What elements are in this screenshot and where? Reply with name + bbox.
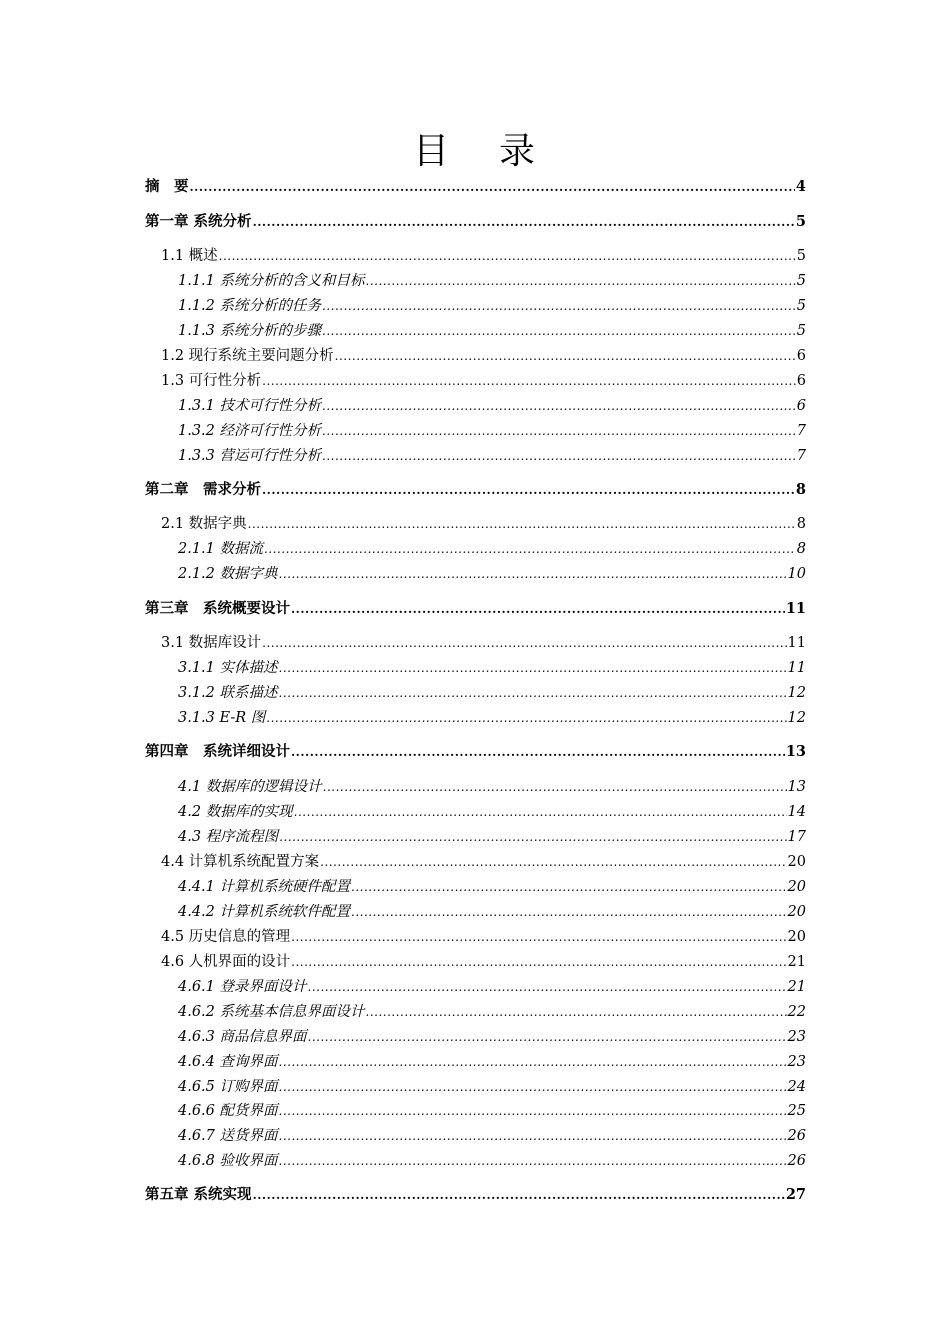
- toc-entry-page-number: 5: [796, 248, 806, 264]
- toc-entry-page-number: 20: [787, 879, 806, 895]
- toc-entry-page-number: 23: [787, 1029, 806, 1045]
- toc-entry-label: 4.4 计算机系统配置方案: [161, 854, 320, 870]
- toc-entry[interactable]: [178, 1026, 806, 1048]
- toc-entry-label: 4.4.1 计算机系统硬件配置: [178, 879, 351, 895]
- toc-dot-leader: [279, 1150, 787, 1172]
- toc-entry-label: 3.1.2 联系描述: [178, 685, 278, 701]
- toc-entry[interactable]: [178, 1001, 806, 1023]
- toc-entry-label: 第一章 系统分析: [145, 213, 252, 230]
- toc-entry[interactable]: [178, 1150, 806, 1172]
- toc-entry-label: 1.1.3 系统分析的步骤: [178, 323, 322, 339]
- toc-entry[interactable]: [161, 245, 806, 267]
- toc-entry-label: 3.1.3 E-R 图: [178, 710, 266, 726]
- toc-entry[interactable]: [178, 1125, 806, 1147]
- toc-dot-leader: [351, 901, 787, 923]
- toc-entry-page-number: 11: [787, 635, 806, 651]
- toc-entry-label: 2.1.2 数据字典: [178, 566, 278, 582]
- title-char-1: 目: [412, 131, 451, 172]
- toc-dot-leader: [322, 395, 796, 417]
- toc-entry-page-number: 21: [787, 954, 806, 970]
- toc-dot-leader: [248, 513, 796, 535]
- toc-entry-label: 4.3 程序流程图: [178, 829, 279, 845]
- toc-entry-page-number: 12: [787, 710, 806, 726]
- toc-entry[interactable]: [161, 851, 806, 873]
- toc-dot-leader: [291, 598, 785, 620]
- toc-entry-label: 第二章 需求分析: [145, 481, 261, 498]
- toc-entry[interactable]: [161, 951, 806, 973]
- toc-entry-page-number: 22: [787, 1004, 806, 1020]
- toc-entry-page-number: 7: [796, 423, 806, 439]
- toc-dot-leader: [279, 1051, 787, 1073]
- toc-entry[interactable]: [145, 479, 806, 501]
- toc-entry-page-number: 14: [787, 804, 806, 820]
- toc-entry[interactable]: [178, 1051, 806, 1073]
- title-char-2: 录: [499, 131, 538, 172]
- toc-entry-page-number: 21: [787, 979, 806, 995]
- toc-entry-label: 4.6.6 配货界面: [178, 1103, 278, 1119]
- toc-dot-leader: [190, 176, 795, 198]
- toc-entry[interactable]: [161, 513, 806, 535]
- toc-entry-label: 4.2 数据库的实现: [178, 804, 293, 820]
- toc-dot-leader: [262, 632, 786, 654]
- toc-entry[interactable]: [161, 926, 806, 948]
- toc-entry[interactable]: [161, 345, 806, 367]
- toc-entry-page-number: 27: [785, 1186, 806, 1203]
- toc-entry[interactable]: [145, 741, 806, 763]
- toc-dot-leader: [266, 707, 786, 729]
- toc-entry-page-number: 5: [795, 213, 806, 230]
- toc-entry-label: 1.1.2 系统分析的任务: [178, 298, 322, 314]
- toc-entry-page-number: 8: [796, 541, 806, 557]
- toc-entry-label: 1.3.3 营运可行性分析: [178, 448, 322, 464]
- toc-dot-leader: [262, 479, 795, 501]
- toc-entry-label: 1.1 概述: [161, 248, 218, 264]
- toc-entry-label: 4.5 历史信息的管理: [161, 929, 291, 945]
- toc-dot-leader: [308, 1026, 787, 1048]
- toc-entry[interactable]: [178, 976, 806, 998]
- toc-entry-label: 4.6.8 验收界面: [178, 1153, 278, 1169]
- toc-dot-leader: [320, 851, 786, 873]
- toc-entry-page-number: 7: [796, 448, 806, 464]
- toc-entry[interactable]: [178, 657, 806, 679]
- toc-entry-label: 4.6.1 登录界面设计: [178, 979, 307, 995]
- toc-entry-label: 4.4.2 计算机系统软件配置: [178, 904, 351, 920]
- toc-entry-page-number: 6: [796, 373, 806, 389]
- page-title: [0, 128, 950, 176]
- toc-dot-leader: [262, 370, 796, 392]
- toc-entry-page-number: 11: [785, 600, 806, 617]
- toc-entry[interactable]: [178, 901, 806, 923]
- toc-dot-leader: [322, 420, 796, 442]
- toc-dot-leader: [366, 1001, 787, 1023]
- toc-entry[interactable]: [178, 876, 806, 898]
- toc-entry[interactable]: [178, 707, 806, 729]
- toc-entry-label: 1.2 现行系统主要问题分析: [161, 348, 334, 364]
- toc-dot-leader: [279, 1076, 787, 1098]
- toc-entry[interactable]: [178, 682, 806, 704]
- toc-entry-page-number: 13: [787, 779, 806, 795]
- toc-dot-leader: [279, 682, 787, 704]
- toc-entry-label: 第三章 系统概要设计: [145, 600, 290, 617]
- toc-entry-label: 1.1.1 系统分析的含义和目标: [178, 273, 365, 289]
- toc-entry-label: 3.1.1 实体描述: [178, 660, 278, 676]
- toc-entry-page-number: 20: [787, 854, 806, 870]
- toc-entry[interactable]: [178, 320, 806, 342]
- toc-entry[interactable]: [178, 1100, 806, 1122]
- toc-entry-page-number: 6: [796, 348, 806, 364]
- toc-dot-leader: [322, 320, 796, 342]
- toc-entry-label: 1.3.1 技术可行性分析: [178, 398, 322, 414]
- toc-entry[interactable]: [178, 445, 806, 467]
- toc-entry[interactable]: [145, 1184, 806, 1206]
- toc-entry-page-number: 26: [787, 1153, 806, 1169]
- toc-entry[interactable]: [178, 826, 806, 848]
- toc-entry-page-number: 20: [787, 929, 806, 945]
- toc-entry-label: 4.6.7 送货界面: [178, 1128, 278, 1144]
- toc-entry[interactable]: [178, 776, 806, 798]
- toc-entry-page-number: 24: [787, 1079, 806, 1095]
- toc-entry-page-number: 26: [787, 1128, 806, 1144]
- toc-entry-label: 2.1.1 数据流: [178, 541, 264, 557]
- toc-entry-label: 4.6.2 系统基本信息界面设计: [178, 1004, 365, 1020]
- toc-dot-leader: [279, 1100, 787, 1122]
- toc-entry[interactable]: [178, 801, 806, 823]
- toc-entry-label: 4.6.3 商品信息界面: [178, 1029, 307, 1045]
- toc-entry-page-number: 13: [785, 743, 806, 760]
- toc-entry-page-number: 6: [796, 398, 806, 414]
- toc-entry-page-number: 8: [796, 516, 806, 532]
- toc-dot-leader: [366, 270, 796, 292]
- toc-dot-leader: [291, 951, 786, 973]
- toc-entry-page-number: 23: [787, 1054, 806, 1070]
- toc-entry-label: 4.6.5 订购界面: [178, 1079, 278, 1095]
- toc-entry-label: 1.3.2 经济可行性分析: [178, 423, 322, 439]
- toc-dot-leader: [322, 445, 796, 467]
- toc-entry[interactable]: [178, 270, 806, 292]
- toc-entry-page-number: 10: [787, 566, 806, 582]
- toc-entry[interactable]: [145, 211, 806, 233]
- toc-entry-label: 摘 要: [145, 178, 189, 195]
- toc-dot-leader: [351, 876, 787, 898]
- toc-dot-leader: [264, 538, 796, 560]
- toc-entry-label: 第四章 系统详细设计: [145, 743, 290, 760]
- toc-entry-page-number: 20: [787, 904, 806, 920]
- toc-dot-leader: [335, 345, 796, 367]
- toc-entry[interactable]: [178, 538, 806, 560]
- toc-dot-leader: [294, 801, 787, 823]
- toc-dot-leader: [323, 776, 787, 798]
- toc-entry[interactable]: [161, 632, 806, 654]
- toc-dot-leader: [279, 1125, 787, 1147]
- toc-entry-page-number: 17: [787, 829, 806, 845]
- toc-dot-leader: [219, 245, 796, 267]
- toc-entry-page-number: 12: [787, 685, 806, 701]
- toc-dot-leader: [279, 563, 787, 585]
- toc-dot-leader: [279, 657, 787, 679]
- toc-dot-leader: [322, 295, 796, 317]
- toc-entry[interactable]: [145, 176, 806, 198]
- toc-entry-page-number: 5: [796, 323, 806, 339]
- toc-entry[interactable]: [145, 598, 806, 620]
- toc-entry[interactable]: [178, 295, 806, 317]
- toc-dot-leader: [253, 211, 795, 233]
- toc-entry-page-number: 5: [796, 273, 806, 289]
- toc-entry[interactable]: [178, 563, 806, 585]
- toc-entry[interactable]: [178, 395, 806, 417]
- toc-entry[interactable]: [161, 370, 806, 392]
- toc-entry[interactable]: [178, 1076, 806, 1098]
- toc-dot-leader: [308, 976, 787, 998]
- toc-entry-page-number: 25: [787, 1103, 806, 1119]
- toc-entry-label: 4.6 人机界面的设计: [161, 954, 291, 970]
- toc-entry-label: 4.6.4 查询界面: [178, 1054, 278, 1070]
- toc-entry-page-number: 8: [795, 481, 806, 498]
- toc-entry-label: 2.1 数据字典: [161, 516, 247, 532]
- toc-entry-label: 第五章 系统实现: [145, 1186, 252, 1203]
- toc-dot-leader: [291, 926, 786, 948]
- toc-dot-leader: [279, 826, 786, 848]
- toc-entry-label: 4.1 数据库的逻辑设计: [178, 779, 322, 795]
- toc-entry-label: 3.1 数据库设计: [161, 635, 262, 651]
- toc-entry-page-number: 11: [787, 660, 806, 676]
- toc-dot-leader: [291, 741, 785, 763]
- toc-entry-page-number: 4: [795, 178, 806, 195]
- toc-entry-label: 1.3 可行性分析: [161, 373, 262, 389]
- toc-dot-leader: [253, 1184, 785, 1206]
- toc-entry[interactable]: [178, 420, 806, 442]
- toc-entry-page-number: 5: [796, 298, 806, 314]
